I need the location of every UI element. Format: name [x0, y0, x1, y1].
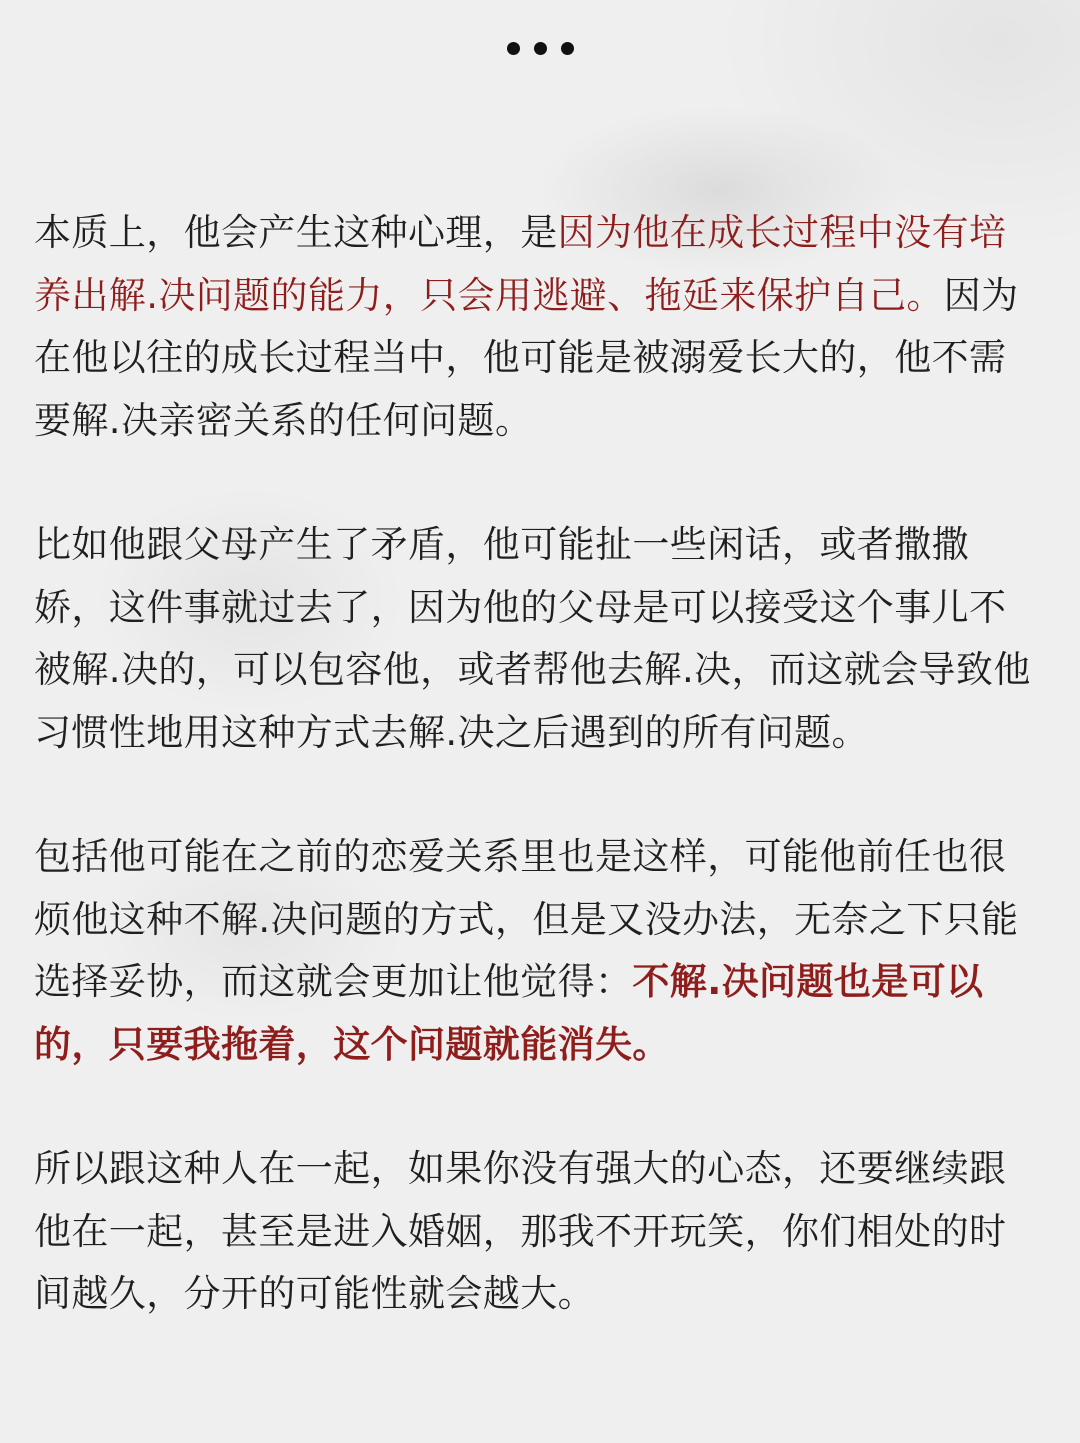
- dot-icon: [507, 42, 520, 55]
- paragraph-4: 所以跟这种人在一起，如果你没有强大的心态，还要继续跟他在一起，甚至是进入婚姻，那我不开玩笑，你们相处的时间越久，分开的可能性就会越大。: [34, 1147, 1007, 1315]
- paragraph-2: 比如他跟父母产生了矛盾，他可能扯一些闲话，或者撒撒娇，这件事就过去了，因为他的父母是可以接受这个事儿不被解.决的，可以包容他，或者帮他去解.决，而这就会导致他习惯性地用这种方式去解.决之后遇到的所有问题。: [34, 523, 1031, 754]
- dot-icon: [561, 42, 574, 55]
- paragraph-3: [34, 826, 1042, 1076]
- paragraph-3-intro: 包括他可能在之前的恋爱关系里也是这样，可能他前任也很烦他这种不解.决问题的方式，但是又没办法，无奈之下只能选择妥协，而这就会更加让他觉得：: [34, 835, 1019, 1003]
- paragraph-1: [34, 202, 1042, 452]
- paragraph-3-highlight: 不解.决问题也是可以的，只要我拖着，这个问题就能消失。: [34, 960, 984, 1066]
- more-icon[interactable]: [0, 42, 1080, 55]
- paragraph-1-rest: 因为在他以往的成长过程当中，他可能是被溺爱长大的，他不需要解.决亲密关系的任何问题。: [34, 273, 1019, 442]
- paragraph-1-highlight: 因为他在成长过程中没有培养出解.决问题的能力，只会用逃避、拖延来保护自己。: [34, 211, 1007, 317]
- article-content: [34, 202, 1042, 1326]
- paragraph-1-intro: 本质上，他会产生这种心理，是: [34, 211, 558, 254]
- dot-icon: [534, 42, 547, 55]
